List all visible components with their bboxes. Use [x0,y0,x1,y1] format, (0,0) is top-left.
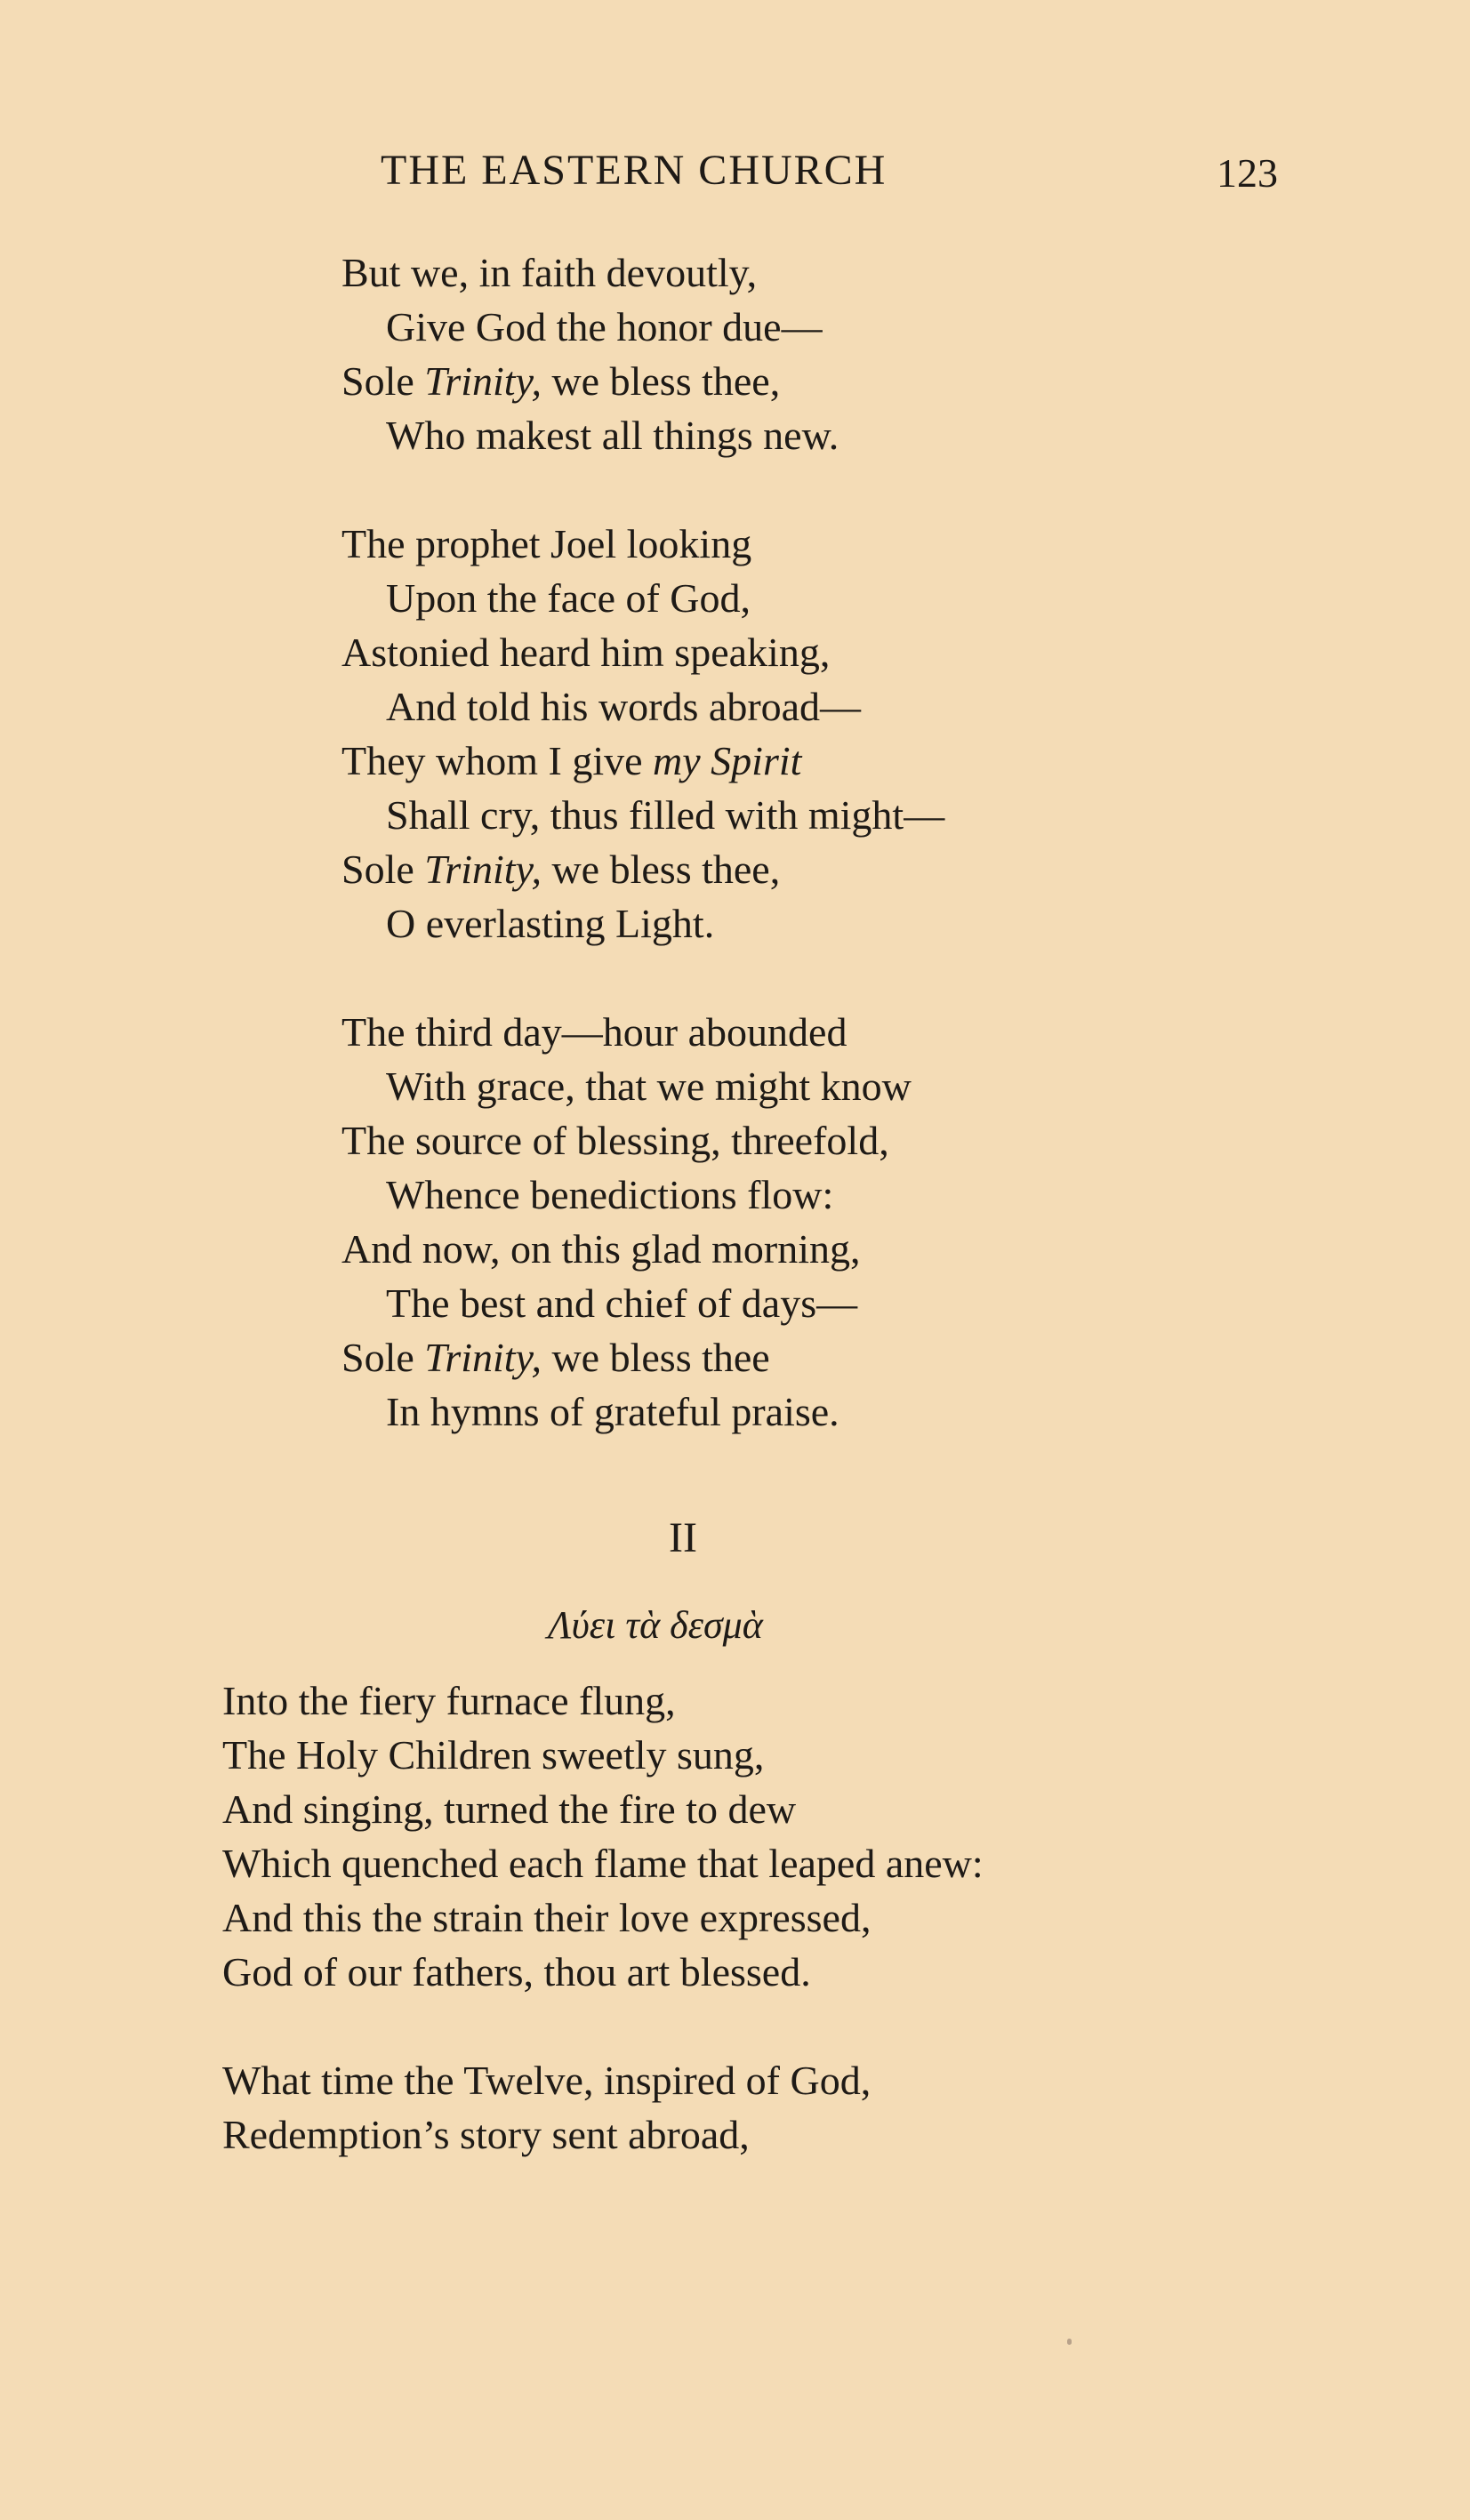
italic-word: Trinity, [424,358,542,404]
greek-incipit: Λύει τὰ δεσμὰ [548,1603,763,1647]
verse-line: Sole Trinity, we bless thee [341,1335,770,1380]
verse-line: Redemption’s story sent abroad, [222,2112,750,2157]
italic-word: Trinity, [424,1335,542,1380]
running-head: THE EASTERN CHURCH [381,147,888,194]
italic-word: Trinity, [424,847,542,892]
verse-line: In hymns of grateful praise. [386,1389,839,1434]
verse-line: Whence benedictions flow: [386,1172,834,1217]
verse-line: The source of blessing, threefold, [341,1118,889,1163]
verse-line: Upon the face of God, [386,575,751,621]
verse-line: God of our fathers, thou art blessed. [222,1949,811,1994]
verse-line: The third day—hour abounded [341,1009,847,1055]
verse-line: But we, in faith devoutly, [341,250,758,295]
verse-line: And told his words abroad— [386,684,862,729]
verse-line: And this the strain their love expressed, [222,1895,872,1940]
verse-line: O everlasting Light. [386,901,715,946]
verse-line: Sole Trinity, we bless thee, [341,358,781,404]
verse-line: The best and chief of days— [386,1280,858,1326]
verse-line: Into the fiery furnace flung, [222,1678,676,1723]
verse-line: Who makest all things new. [386,413,839,458]
verse-line: Sole Trinity, we bless thee, [341,847,781,892]
verse-line: What time the Twelve, inspired of God, [222,2058,872,2103]
verse-line: They whom I give my Spirit [341,738,802,783]
section-numeral: II [669,1514,697,1561]
verse-line: Shall cry, thus filled with might— [386,792,945,838]
verse-line: Give God the honor due— [386,304,823,349]
verse-line: The prophet Joel looking [341,521,752,566]
verse-line: The Holy Children sweetly sung, [222,1732,765,1778]
page-number: 123 [1217,150,1278,196]
verse-line: And singing, turned the fire to dew [222,1786,797,1832]
italic-word: my Spirit [653,738,802,783]
verse-line: Astonied heard him speaking, [341,630,831,675]
verse-line: Which quenched each flame that leaped anew: [222,1841,984,1886]
verse-line: And now, on this glad morning, [341,1226,861,1272]
verse-line: With grace, that we might know [386,1063,912,1109]
paper-speck [1067,2339,1072,2345]
